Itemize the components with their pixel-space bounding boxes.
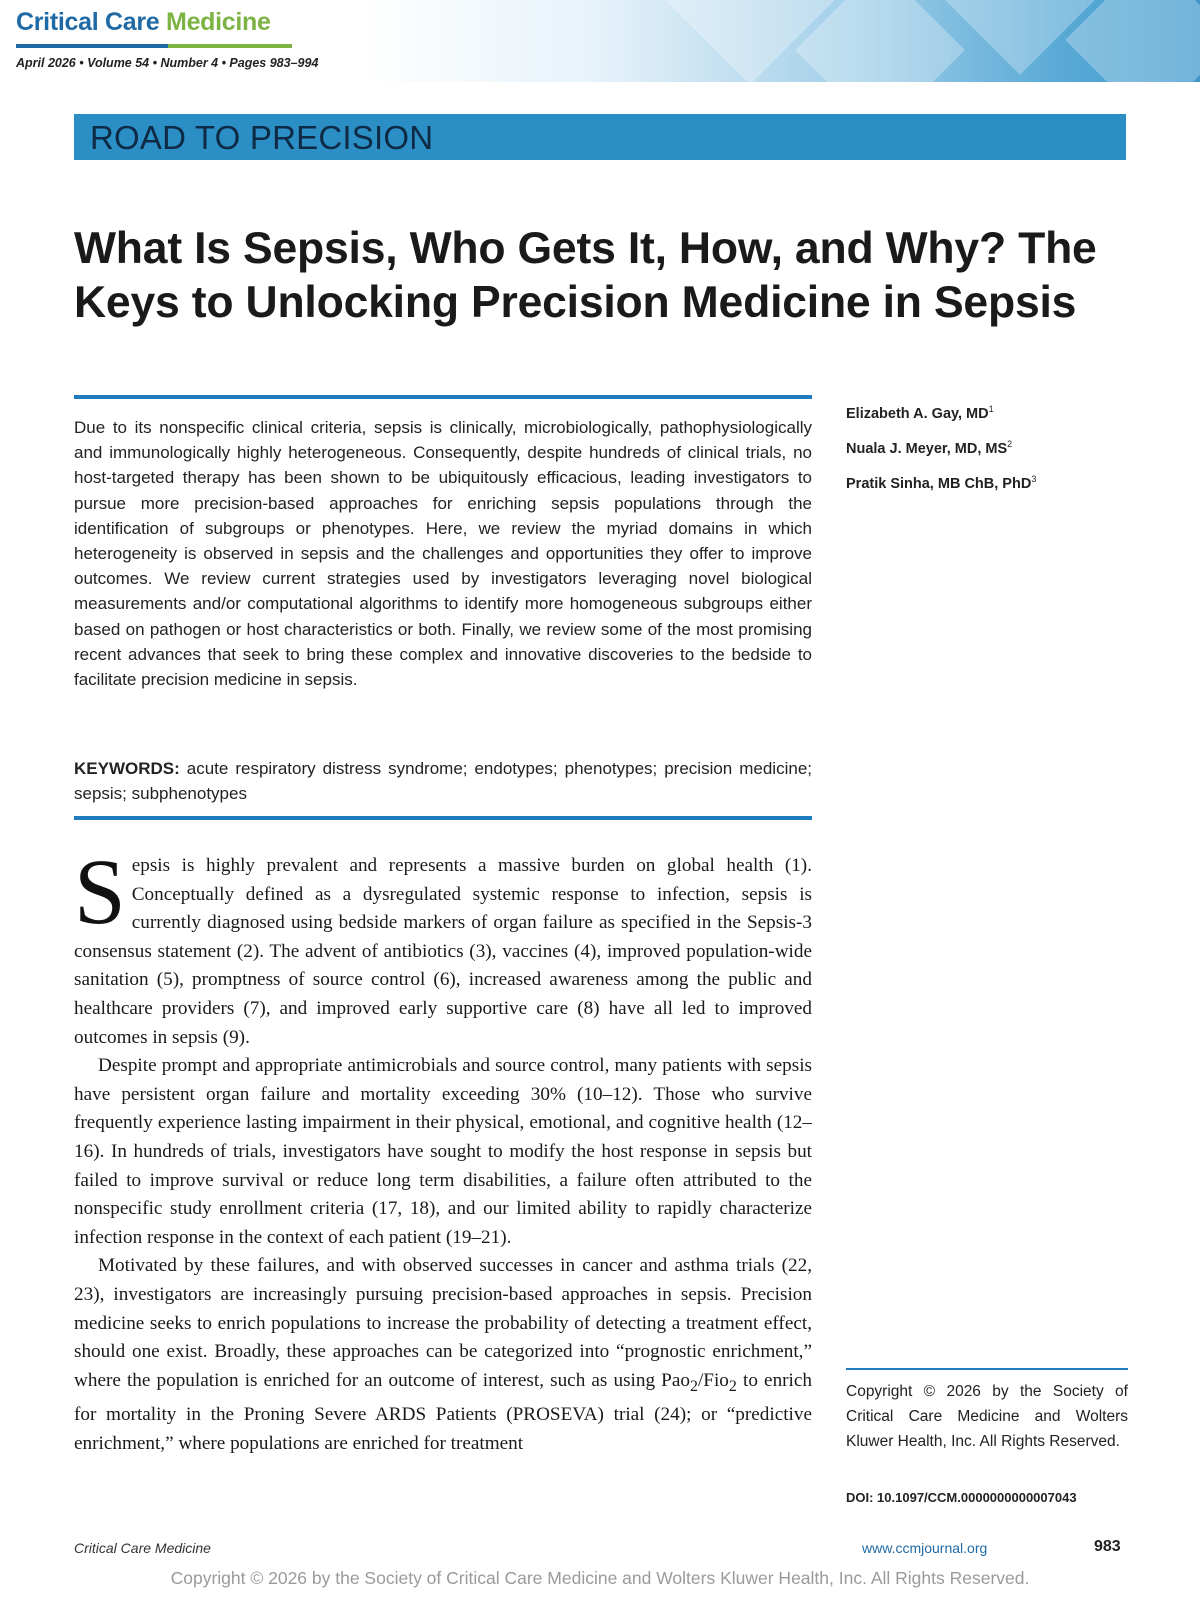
author-name: Elizabeth A. Gay, MD [846,405,989,422]
author-name: Pratik Sinha, MB ChB, PhD [846,475,1032,492]
body-paragraph [74,1252,812,1458]
article-body [74,841,812,1458]
page-copyright-line: Copyright © 2026 by the Society of Critical Care Medicine and Wolters Kluwer Health, Inc. All Rights Reserved. [170,1568,1030,1588]
abstract-top-rule [74,395,812,399]
decorative-diamond [1065,0,1200,82]
journal-website-link[interactable]: www.ccmjournal.org [862,1540,988,1556]
keywords-list: acute respiratory distress syndrome; endotypes; phenotypes; precision medicine; sepsis; subphenotypes [74,759,812,804]
keywords-label: KEYWORDS: [74,759,180,778]
author-affiliation: 1 [988,404,994,414]
article-title: What Is Sepsis, Who Gets It, How, and Why? The Keys to Unlocking Precision Medicine in Sepsis [74,224,1097,327]
doi-link[interactable]: DOI: 10.1097/CCM.0000000000007043 [846,1490,1077,1505]
drop-cap: S [74,841,126,944]
masthead-band [0,0,1200,82]
author-affiliation: 2 [1007,438,1013,449]
journal-rule [16,44,292,48]
author-name: Nuala J. Meyer, MD, MS [846,440,1008,457]
paragraph-text: to enrich for mortality in the Proning Severe ARDS Patients (PROSEVA) trial (24); or “predictive enrichment,” where populations are enriched for treatment [74,1369,812,1454]
page-number: 983 [1094,1538,1121,1555]
section-label: ROAD TO PRECISION [90,119,434,156]
issue-info: April 2026 • Volume 54 • Number 4 • Pages 983–994 [16,56,319,70]
body-paragraph: Despite prompt and appropriate antimicrobials and source control, many patients with sepsis have persistent organ failure and mortality exceeding 30% (10–12). Those who survive frequently experience lasting impairment in their physical, emotional, and cognitive health (12–16). In hundreds of trials, investigators have sought to modify the host response in sepsis but failed to improve survival or reduce long term disabilities, a failure often attributed to the nonspecific study enrollment criteria (17, 18), and our limited ability to rapidly characterize infection response in the context of each patient (19–21). [74,1055,812,1248]
abstract: Due to its nonspecific clinical criteria, sepsis is clinically, microbiologically, pathophysiologically and immunologically highly heterogeneous. Consequently, despite hundreds of clinical trials, no host-targeted therapy has been shown to be ubiquitously efficacious, leading investigators to pursue more precision-based approaches for enriching sepsis populations through the identification of subgroups or phenotypes. Here, we review the myriad domains in which heterogeneity is observed in sepsis and the challenges and opportunities they offer to improve outcomes. We review current strategies used by investigators leveraging novel biological measurements and/or computational algorithms to identify more homogeneous subgroups either based on pathogen or host characteristics or both. Finally, we review some of the most promising recent advances that seek to bring these complex and innovative discoveries to the bedside to facilitate precision medicine in sepsis. [74,418,812,690]
journal-logo [16,8,271,37]
author [846,429,1146,464]
author [846,464,1146,499]
footer-journal-name: Critical Care Medicine [74,1540,211,1556]
author [846,394,1146,429]
abstract-bottom-rule [74,816,812,820]
subscript: 2 [728,1377,737,1395]
paragraph-text: /Fio [697,1369,729,1391]
paragraph-text: Motivated by these failures, and with observed successes in cancer and asthma trials (22, 23), investigators are increasingly pursuing precision-based approaches in sepsis. Precision medicine seeks to enrich populations to increase the probability of detecting a treatment effect, should one exist. Broadly, these approaches can be categorized into “prognostic enrichment,” where the population is enriched for an outcome of interest, such as using Pao [74,1255,812,1391]
subscript: 2 [689,1377,698,1395]
keywords [74,756,812,806]
author-affiliation: 3 [1031,473,1037,484]
journal-name-part1: Critical Care [16,8,160,36]
body-paragraph [74,841,812,1052]
journal-name-part2: Medicine [166,8,271,36]
section-banner [74,114,1126,160]
author-list [846,394,1146,498]
paragraph-text: epsis is highly prevalent and represents a massive burden on global health (1). Conceptually defined as a dysregulated systemic response to infection, sepsis is currently diagnosed using bedside markers of organ failure as specified in the Sepsis-3 consensus statement (2). The advent of antibiotics (3), vaccines (4), improved population-wide sanitation (5), promptness of source control (6), increased awareness among the public and healthcare providers (7), and improved early supportive care (8) have all led to improved outcomes in sepsis (9). [74,855,812,1048]
copyright-notice: Copyright © 2026 by the Society of Critical Care Medicine and Wolters Kluwer Health, Inc. All Rights Reserved. [846,1368,1128,1454]
